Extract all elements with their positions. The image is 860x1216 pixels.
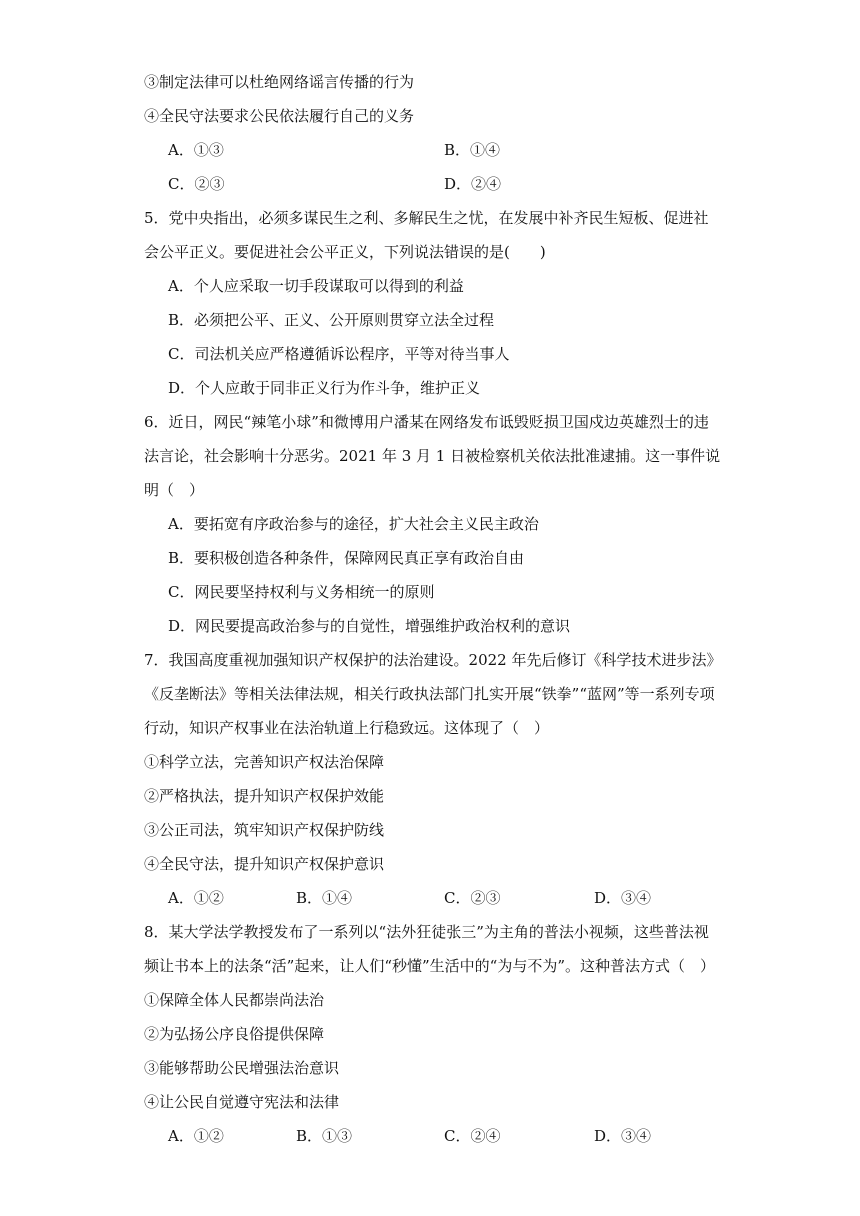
q4-statement-3: ③制定法律可以杜绝网络谣言传播的行为 — [144, 73, 415, 91]
q8-option-b: B．①③ — [296, 1127, 353, 1145]
q7-option-b: B．①④ — [296, 889, 353, 907]
q7-statement-2: ②严格执法，提升知识产权保护效能 — [144, 787, 385, 805]
q7-option-a: A．①② — [168, 889, 224, 907]
q4-option-a: A．①③ — [168, 141, 224, 159]
q5-option-c: C．司法机关应严格遵循诉讼程序，平等对待当事人 — [168, 345, 510, 363]
q6-stem-line-3: 明（ ） — [144, 481, 205, 499]
q6-option-b: B．要积极创造各种条件，保障网民真正享有政治自由 — [168, 549, 525, 567]
q7-option-d: D．③④ — [594, 889, 652, 907]
q4-statement-4: ④全民守法要求公民依法履行自己的义务 — [144, 107, 415, 125]
q8-stem-line-1: 8．某大学法学教授发布了一系列以“法外狂徒张三”为主角的普法小视频，这些普法视 — [144, 923, 709, 941]
q5-stem-line-1: 5．党中央指出，必须多谋民生之利、多解民生之忧，在发展中补齐民生短板、促进社 — [144, 209, 709, 227]
q6-stem-line-1: 6．近日，网民“辣笔小球”和微博用户潘某在网络发布诋毁贬损卫国戍边英雄烈士的违 — [144, 413, 709, 431]
q7-stem-line-2: 《反垄断法》等相关法律法规，相关行政执法部门扎实开展“铁拳”“蓝网”等一系列专项 — [144, 685, 715, 703]
q5-option-a: A．个人应采取一切手段谋取可以得到的利益 — [168, 277, 464, 295]
q8-stem-line-2: 频让书本上的法条“活”起来，让人们“秒懂”生活中的“为与不为”。这种普法方式（ ） — [144, 957, 716, 975]
q7-stem-line-1: 7．我国高度重视加强知识产权保护的法治建设。2022 年先后修订《科学技术进步法》 — [144, 651, 722, 669]
q8-statement-3: ③能够帮助公民增强法治意识 — [144, 1059, 340, 1077]
q7-statement-4: ④全民守法，提升知识产权保护意识 — [144, 855, 385, 873]
q5-option-b: B．必须把公平、正义、公开原则贯穿立法全过程 — [168, 311, 495, 329]
q6-option-a: A．要拓宽有序政治参与的途径，扩大社会主义民主政治 — [168, 515, 539, 533]
q8-statement-1: ①保障全体人民都崇尚法治 — [144, 991, 325, 1009]
q8-option-a: A．①② — [168, 1127, 224, 1145]
q5-stem-line-2: 会公平正义。要促进社会公平正义，下列说法错误的是( ) — [144, 243, 546, 261]
q7-statement-3: ③公正司法，筑牢知识产权保护防线 — [144, 821, 385, 839]
q6-option-d: D．网民要提高政治参与的自觉性，增强维护政治权利的意识 — [168, 617, 571, 635]
q6-option-c: C．网民要坚持权利与义务相统一的原则 — [168, 583, 435, 601]
q7-stem-line-3: 行动，知识产权事业在法治轨道上行稳致远。这体现了（ ） — [144, 719, 550, 737]
q8-statement-2: ②为弘扬公序良俗提供保障 — [144, 1025, 325, 1043]
q4-option-d: D．②④ — [444, 175, 502, 193]
q7-statement-1: ①科学立法，完善知识产权法治保障 — [144, 753, 385, 771]
q6-stem-line-2: 法言论，社会影响十分恶劣。2021 年 3 月 1 日被检察机关依法批准逮捕。这一事件说 — [144, 447, 721, 465]
q4-option-c: C．②③ — [168, 175, 225, 193]
q4-option-b: B．①④ — [444, 141, 501, 159]
q5-option-d: D．个人应敢于同非正义行为作斗争，维护正义 — [168, 379, 481, 397]
q8-statement-4: ④让公民自觉遵守宪法和法律 — [144, 1093, 340, 1111]
q8-option-d: D．③④ — [594, 1127, 652, 1145]
q7-option-c: C．②③ — [444, 889, 501, 907]
q8-option-c: C．②④ — [444, 1127, 501, 1145]
